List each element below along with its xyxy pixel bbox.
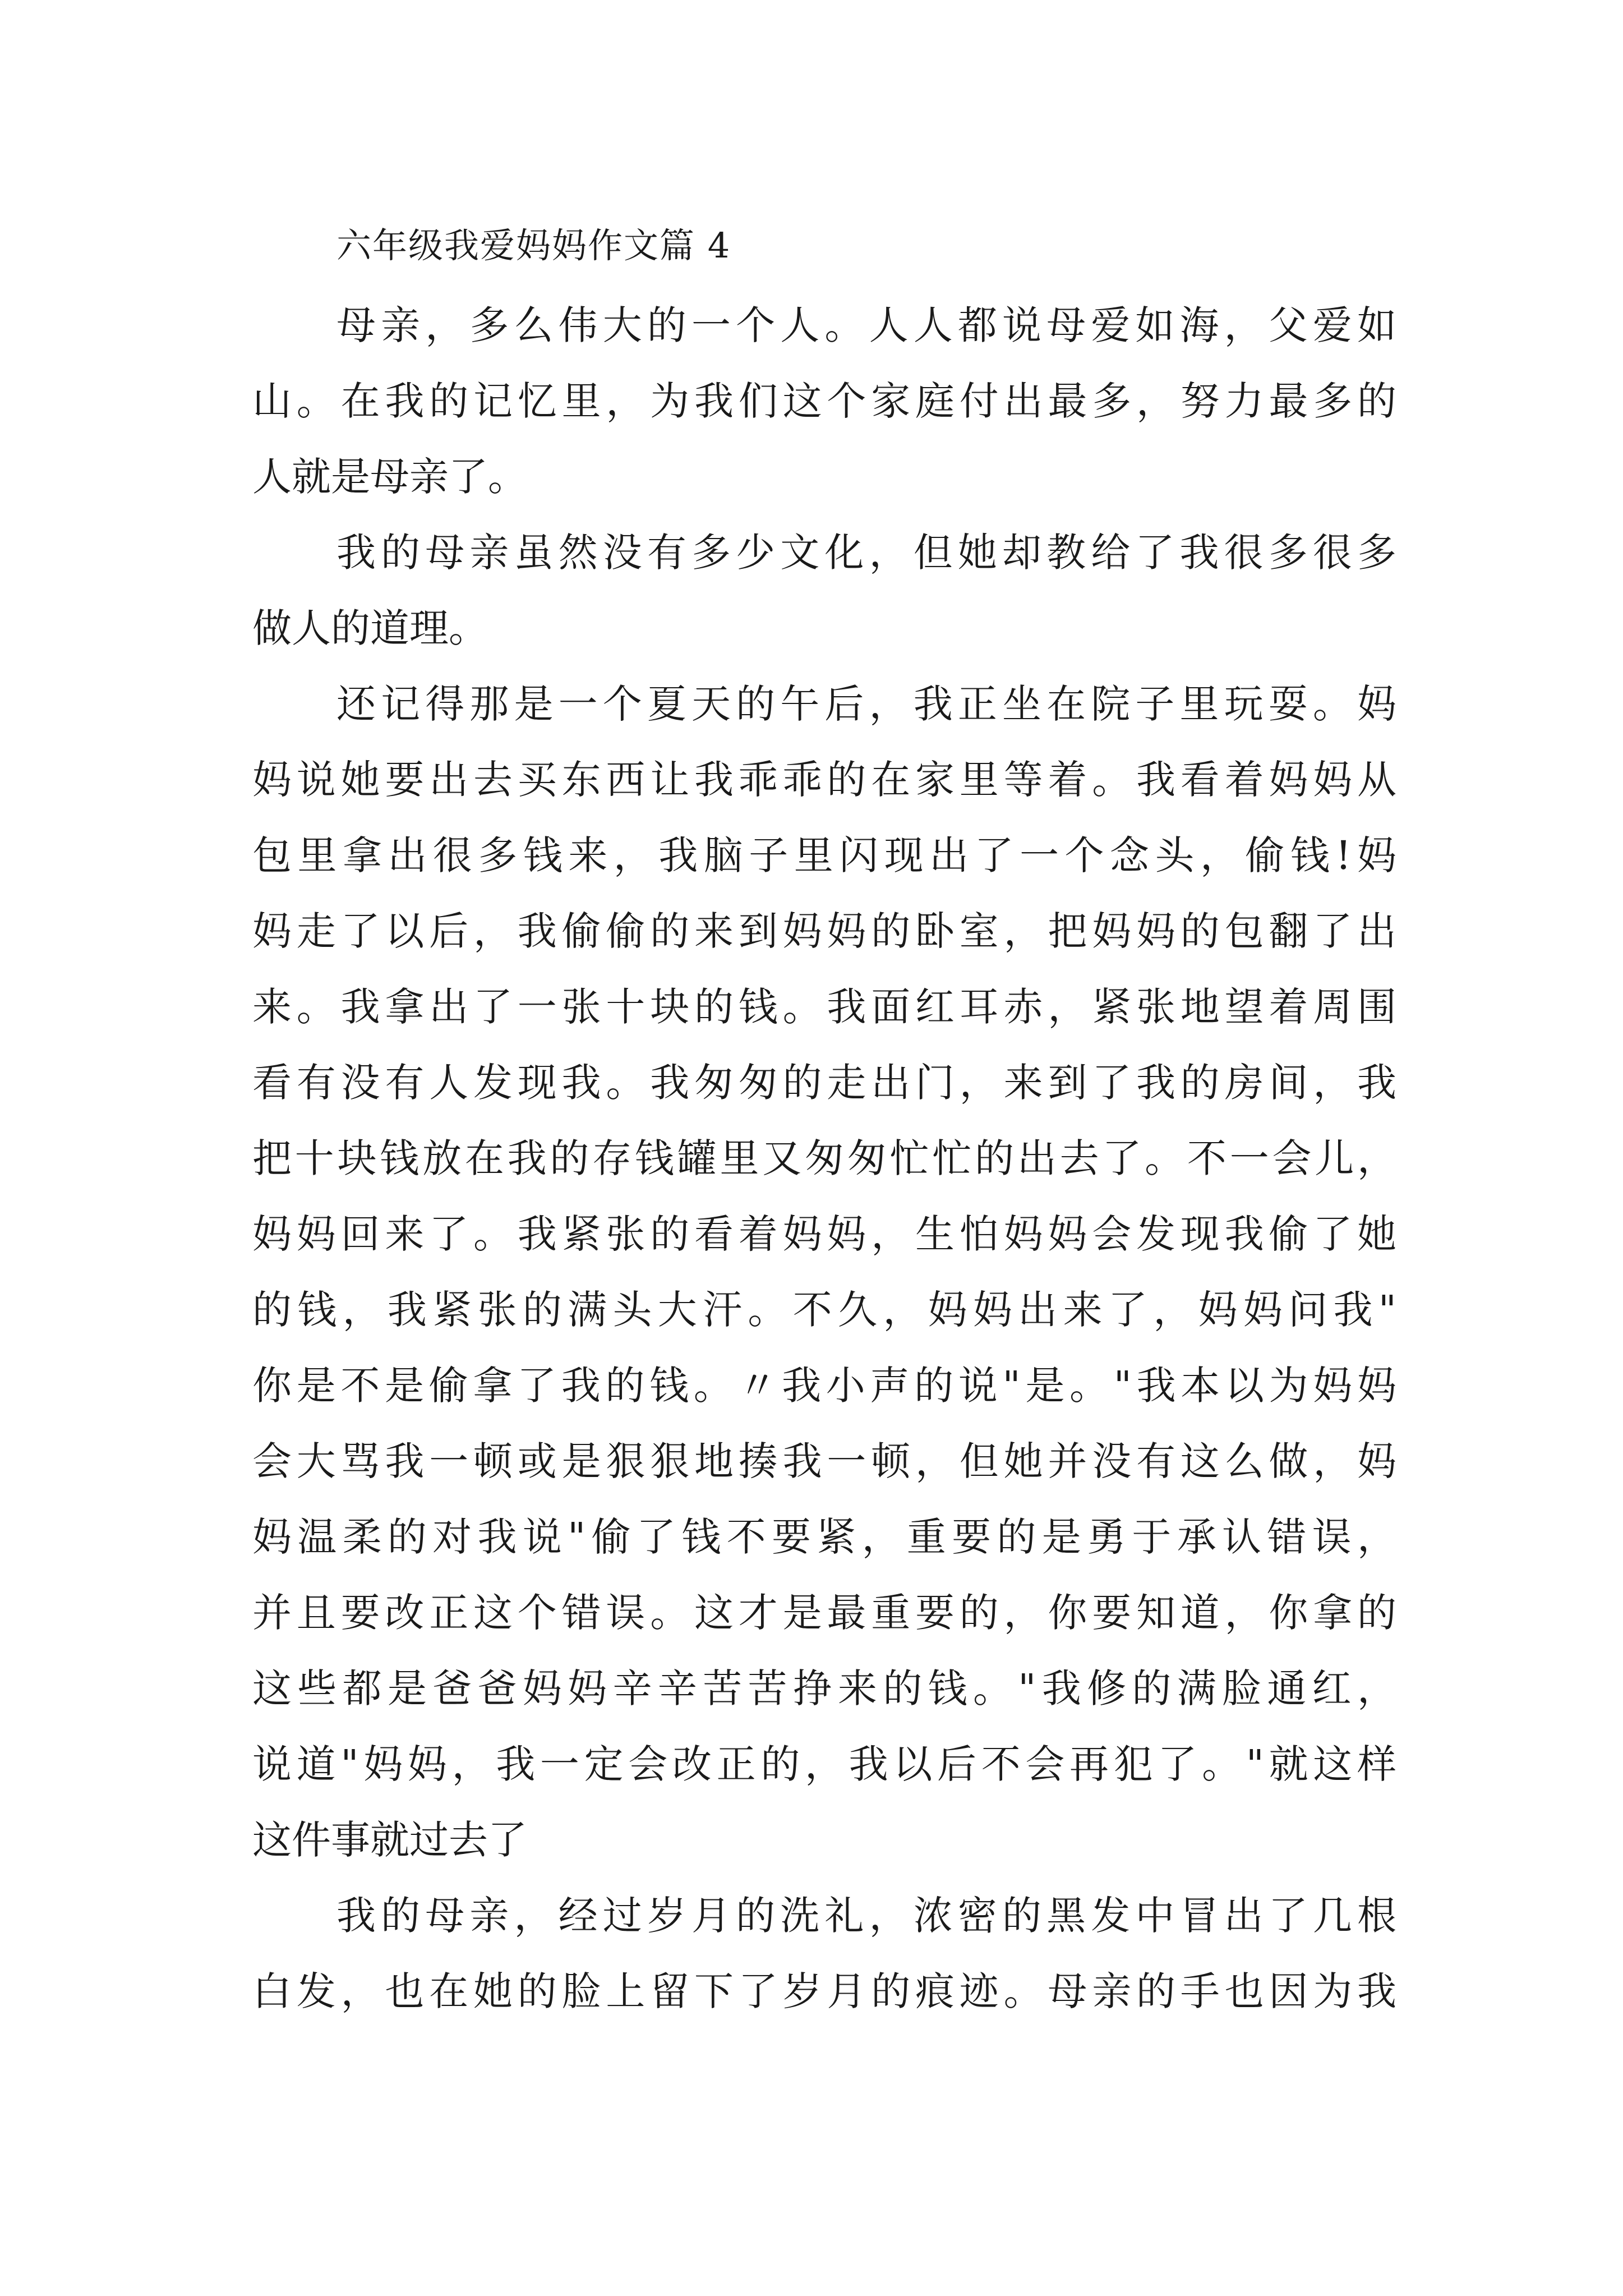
text-line: 来。我拿出了一张十块的钱。我面红耳赤，紧张地望着周围 xyxy=(252,984,1396,1030)
text-line: 我的母亲虽然没有多少文化，但她却教给了我很多很多 xyxy=(336,530,1396,576)
text-line: 并且要改正这个错误。这才是最重要的，你要知道，你拿的 xyxy=(252,1590,1396,1636)
text-line: 这件事就过去了 xyxy=(252,1817,527,1863)
text-line: 会大骂我一顿或是狠狠地揍我一顿，但她并没有这么做，妈 xyxy=(252,1438,1396,1484)
text-line: 说道"妈妈，我一定会改正的，我以后不会再犯了。"就这样 xyxy=(252,1741,1396,1787)
text-line: 人就是母亲了。 xyxy=(252,454,527,500)
text-line: 把十块钱放在我的存钱罐里又匆匆忙忙的出去了。不一会儿， xyxy=(252,1135,1396,1181)
text-line: 还记得那是一个夏天的午后，我正坐在院子里玩耍。妈 xyxy=(336,681,1396,727)
text-line: 妈温柔的对我说"偷了钱不要紧，重要的是勇于承认错误， xyxy=(252,1514,1396,1560)
text-line: 妈走了以后，我偷偷的来到妈妈的卧室，把妈妈的包翻了出 xyxy=(252,908,1396,954)
text-line: 妈说她要出去买东西让我乖乖的在家里等着。我看着妈妈从 xyxy=(252,757,1396,803)
text-line: 这些都是爸爸妈妈辛辛苦苦挣来的钱。"我修的满脸通红， xyxy=(252,1665,1396,1711)
text-line: 看有没有人发现我。我匆匆的走出门，来到了我的房间，我 xyxy=(252,1060,1396,1106)
text-line: 白发，也在她的脸上留下了岁月的痕迹。母亲的手也因为我 xyxy=(252,1968,1396,2014)
text-line: 包里拿出很多钱来，我脑子里闪现出了一个念头，偷钱!妈 xyxy=(252,832,1396,878)
text-line: 山。在我的记忆里，为我们这个家庭付出最多，努力最多的 xyxy=(252,378,1396,424)
text-line: 母亲，多么伟大的一个人。人人都说母爱如海，父爱如 xyxy=(336,302,1396,348)
text-line: 我的母亲，经过岁月的洗礼，浓密的黑发中冒出了几根 xyxy=(336,1893,1396,1939)
text-line: 的钱，我紧张的满头大汗。不久，妈妈出来了，妈妈问我" xyxy=(252,1287,1396,1333)
document-title: 六年级我爱妈妈作文篇 4 xyxy=(336,225,731,266)
text-line: 你是不是偷拿了我的钱。〃我小声的说"是。"我本以为妈妈 xyxy=(252,1363,1396,1409)
text-line: 妈妈回来了。我紧张的看着妈妈，生怕妈妈会发现我偷了她 xyxy=(252,1211,1396,1257)
text-line: 做人的道理。 xyxy=(252,605,488,651)
